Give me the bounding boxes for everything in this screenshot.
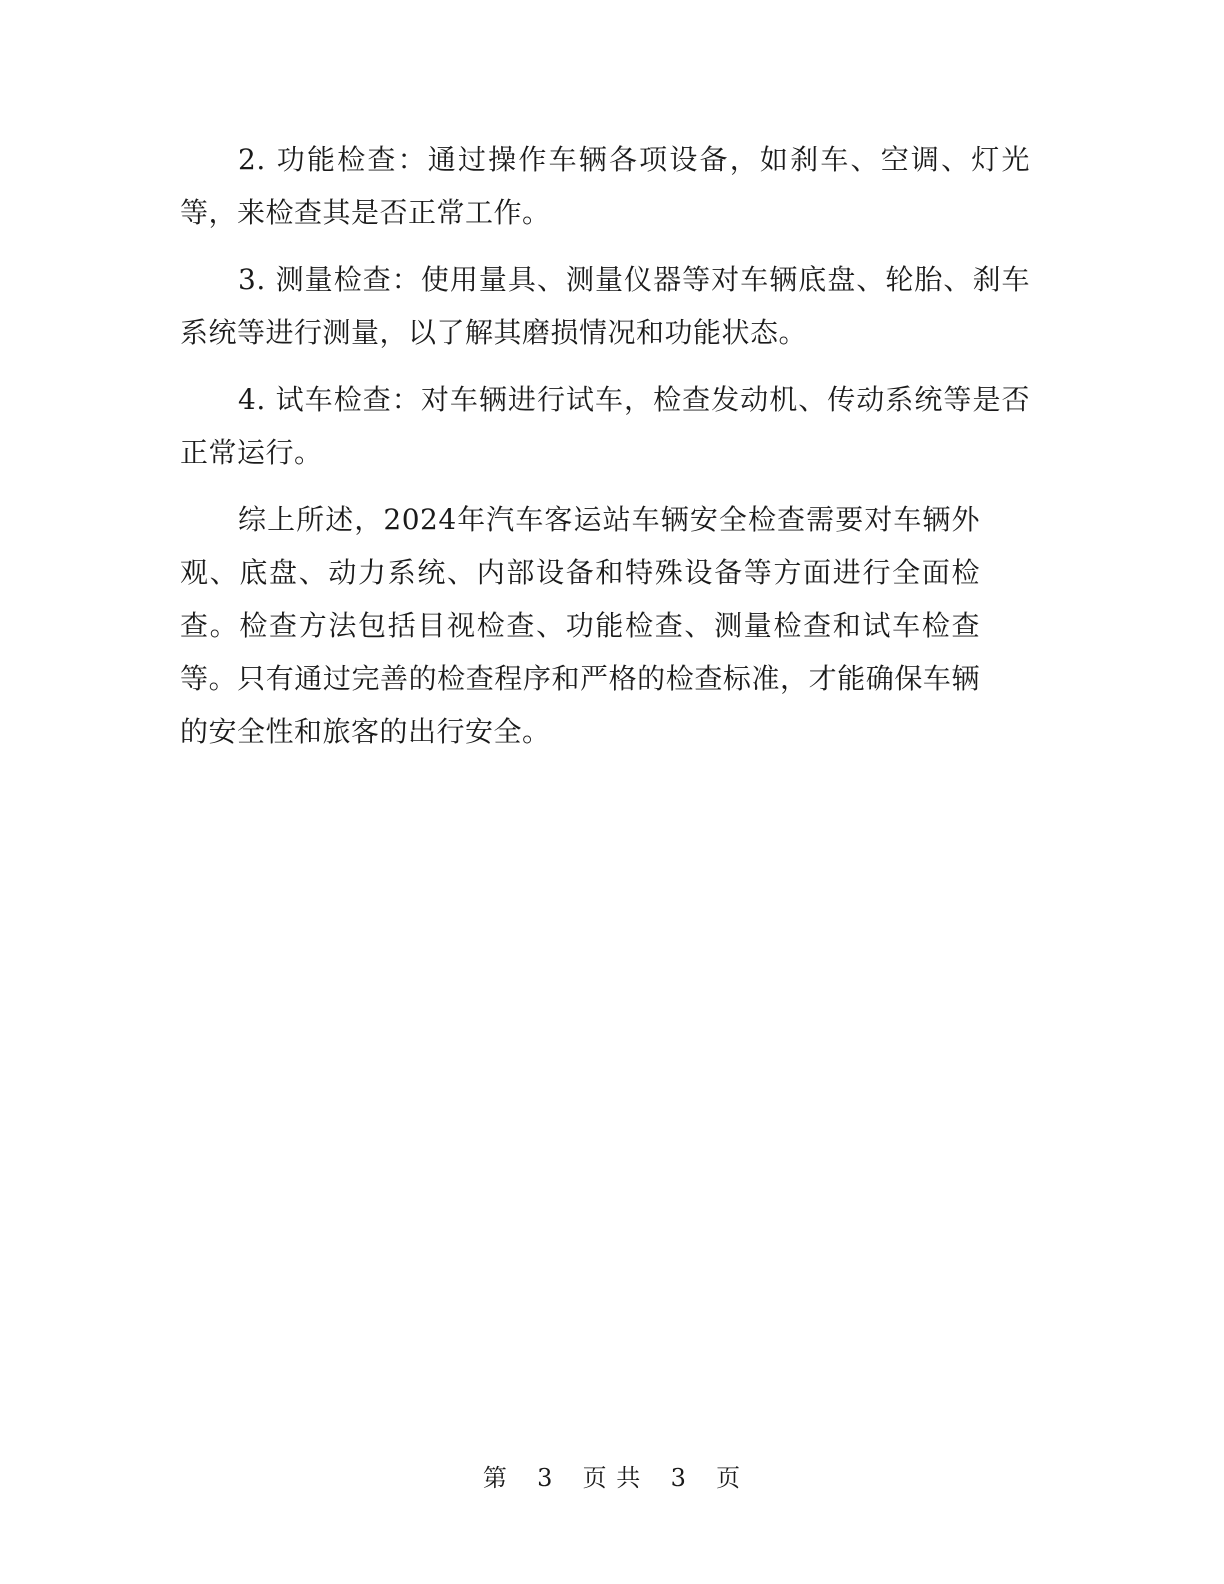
footer-prefix: 第: [482, 1464, 508, 1492]
paragraph-test-drive-check: 4. 试车检查：对车辆进行试车，检查发动机、传动系统等是否正常运行。: [180, 383, 1030, 469]
footer-current-page: 3: [537, 1464, 554, 1492]
document-body: [180, 133, 1030, 772]
paragraph-measurement-check: 3. 测量检查：使用量具、测量仪器等对车辆底盘、轮胎、刹车系统等进行测量，以了解其磨损情况和功能状态。: [180, 263, 1030, 349]
paragraph-function-check: 2. 功能检查：通过操作车辆各项设备，如刹车、空调、灯光等，来检查其是否正常工作。: [180, 143, 1030, 229]
page-footer: [0, 1461, 1224, 1495]
footer-mid: 页 共: [582, 1464, 642, 1492]
footer-suffix: 页: [716, 1464, 742, 1492]
footer-total-pages: 3: [670, 1464, 687, 1492]
paragraph-summary: 综上所述，2024年汽车客运站车辆安全检查需要对车辆外观、底盘、动力系统、内部设备和特殊设备等方面进行全面检查。检查方法包括目视检查、功能检查、测量检查和试车检查等。只有通过完善的检查程序和严格的检查标准，才能确保车辆的安全性和旅客的出行安全。: [180, 503, 980, 748]
